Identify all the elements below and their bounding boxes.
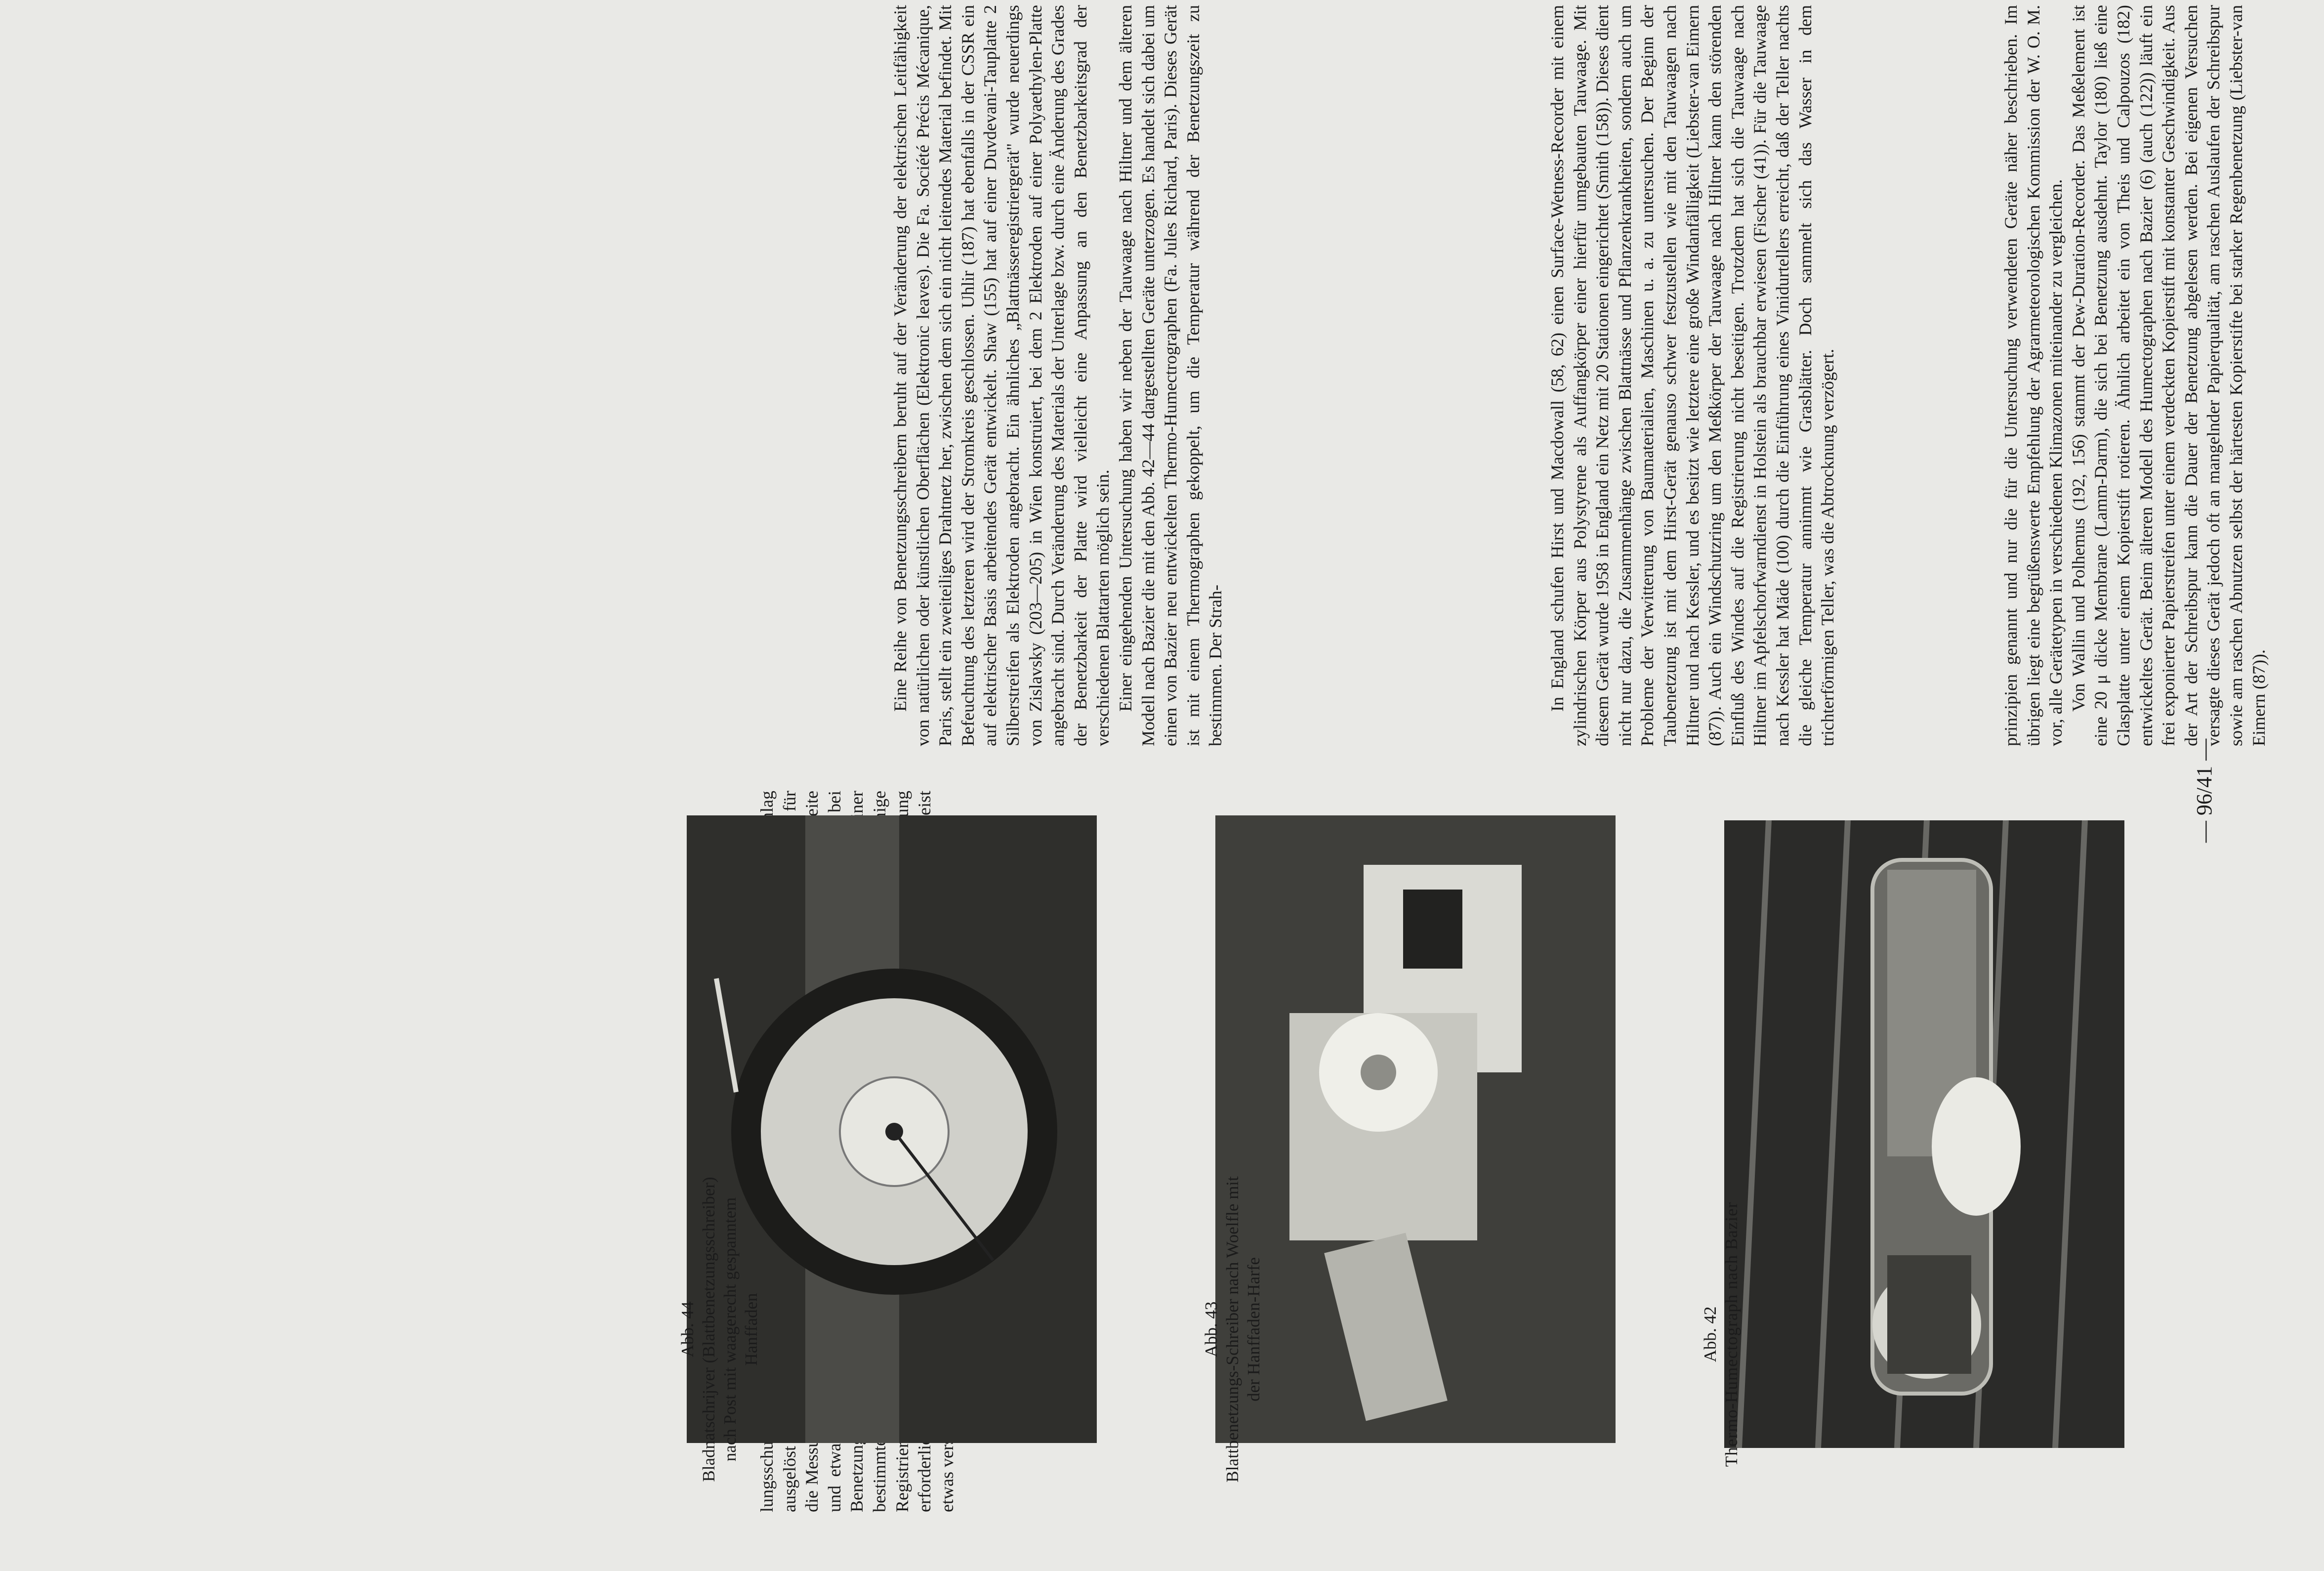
figure-44-caption (677, 1176, 762, 1483)
figure-44-text: Bladnatschrijver (Blattbenetzungsschreiber) nach Post mit waagerecht gespanntem Hanffaden (699, 1177, 761, 1482)
figure-43-label: Abb. 43 (1202, 1301, 1221, 1358)
figure-43-caption (1201, 1176, 1264, 1483)
text-column-top-right (889, 5, 1492, 746)
paragraph: lungsschutz ausgelöst für die Messung Breite und etwa bei Benetzung einer bestimmten Registrierung erforderlich meist etwas (757, 791, 957, 1512)
figure-42-image (1724, 820, 2124, 1448)
text-column-top-middle (1546, 5, 2149, 746)
paragraph: Eine Reihe von Benetzungsschreibern beruht auf der Veränderung der elektrischen Leitfähigkeit von natürlichen oder künstlichen Oberflächen (Elektronic leaves). Die Fa. Société Précis Mécanique, Paris, stellt ein zweiteiliges Drahtnetz her, zwischen dem sich ein nicht leitendes Material befindet. Mit Befeuchtung des letzteren wird der Stromkreis geschlossen. Uhlir (187) hat ebenfalls in der CSSR ein auf elektrischer Basis arbeitendes Gerät entwickelt. Shaw (155) hat auf einer Duvdevani-Tauplatte 2 Silberstreifen als Elektroden angebracht. Ein ähnliches „Blattnässeregistriergerät" wurde neuerdings von Zislavsky (203—205) in Wien konstruiert, bei dem 2 Elektroden auf einer Polyaethylen-Platte angebracht sind. Durch Veränderung des Materials der Unterlage bzw. durch eine Änderung des Grades der Benetzbarkeit der Platte wird vielleicht eine Anpassung an den Benetzbarkeitsgrad der verschiedenen Blattarten möglich sein. (890, 5, 1113, 746)
figure-42-caption (1700, 1186, 1742, 1483)
paragraph: Einer eingehenden Untersuchung haben wir neben der Tauwaage nach Hiltner und dem älteren Modell nach Bazier die mit den Abb. 42—44 dargestellten Geräte unterzogen. Es handelt sich dabei um einen von Bazier neu entwickelten Thermo-Humectrographen (Fa. Jules Richard, Paris). Dieses Gerät ist mit einem Thermographen gekoppelt, um die Temperatur während der Benetzungszeit zu bestimmen. Der Strah- (1115, 5, 1226, 746)
paragraph: In England schufen Hirst und Macdowall (58, 62) einen Surface-Wetness-Recorder mit einem zylindrischen Körper aus Polystyrene als Auffangkörper einer hierfür umgebauten Tauwaage. Mit diesem Gerät wurde 1958 in England ein Netz mit 20 Stationen eingerichtet (Smith (158)). Dieses dient nicht nur dazu, die Zusammenhänge zwischen Blattnässe und Pflanzenkrankheiten, sondern auch um Probleme der Verwitterung von Baumaterialien, Maschinen u. a. zu untersuchen. Der Beginn der Taubenetzung ist mit dem Hirst-Gerät genauso schwer festzustellen wie mit den Tauwaagen nach Hiltner und nach Kessler, und es besitzt wie letztere eine große Windanfälligkeit (Liebster-van Eimern (87)). Auch ein Windschutzring um den Meßkörper der Tauwaage nach Hiltner kann den störenden Einfluß des Windes auf die Registrierung nicht beseitigen. Trotzdem hat sich die Tauwaage nach Hiltner im Apfelschorfwarndienst in Holstein als brauchbar erwiesen (Fischer (41)). Für die Tauwaage nach Kessler hat Mäde (100) durch die Einführung eines Vinidurtellers erreicht, daß der Teller nachts die gleiche Temperatur annimmt wie Grasblätter. Doch sammelt sich das Wasser in dem trichterförmigen Teller, was die Abtrocknung verzögert. (1547, 5, 1838, 746)
figure-43-text: Blattbenetzungs-Schreiber nach Woelfle mit der Hanffaden-Harfe (1223, 1176, 1263, 1483)
figure-44-label: Abb. 44 (678, 1301, 697, 1358)
page-number-label: — 96/41 — (2192, 738, 2216, 843)
paragraph: prinzipien genannt und nur die für die Untersuchung verwendeten Geräte näher beschrieben. Im übrigen liegt eine begrüßenswerte Empfehlung der Agrarmeteorologischen Kommission der W. O. M. vor, alle Gerätetypen in verschiedenen Klimazonen miteinander zu vergleichen. (2001, 5, 2066, 746)
paragraph: Von Wallin und Polhemus (192, 156) stammt der Dew-Duration-Recorder. Das Meßelement ist eine 20 μ dicke Membrane (Lamm-Darm), die sich bei Benetzung ausdehnt. Taylor (180) ließ eine Glasplatte unter einem Kopierstift rotieren. Ähnlich arbeitet ein von Theis und Calpouzos (182) entwickeltes Gerät. Beim älteren Modell des Humectographen nach Bazier (6) (auch (122)) läuft ein frei exponierter Papierstreifen unter einem verdeckten Kopierstift mit konstanter Geschwindigkeit. Aus der Art der Schreibspur kann die Dauer der Benetzung abgelesen werden. Bei eigenen Versuchen versagte dieses Gerät jedoch oft an mangelnder Papierqualität, am raschen Auslaufen der Schreibspur sowie am raschen Abnutzen selbst der härtesten Kopierstifte bei starker Regenbenetzung (Liebster-van Eimern (87)). (2068, 5, 2269, 746)
figure-42-label: Abb. 42 (1701, 1306, 1720, 1362)
figure-42-text: Thermo-Humectograph nach Bazier (1722, 1201, 1741, 1467)
figure-43-image (1215, 815, 1616, 1443)
